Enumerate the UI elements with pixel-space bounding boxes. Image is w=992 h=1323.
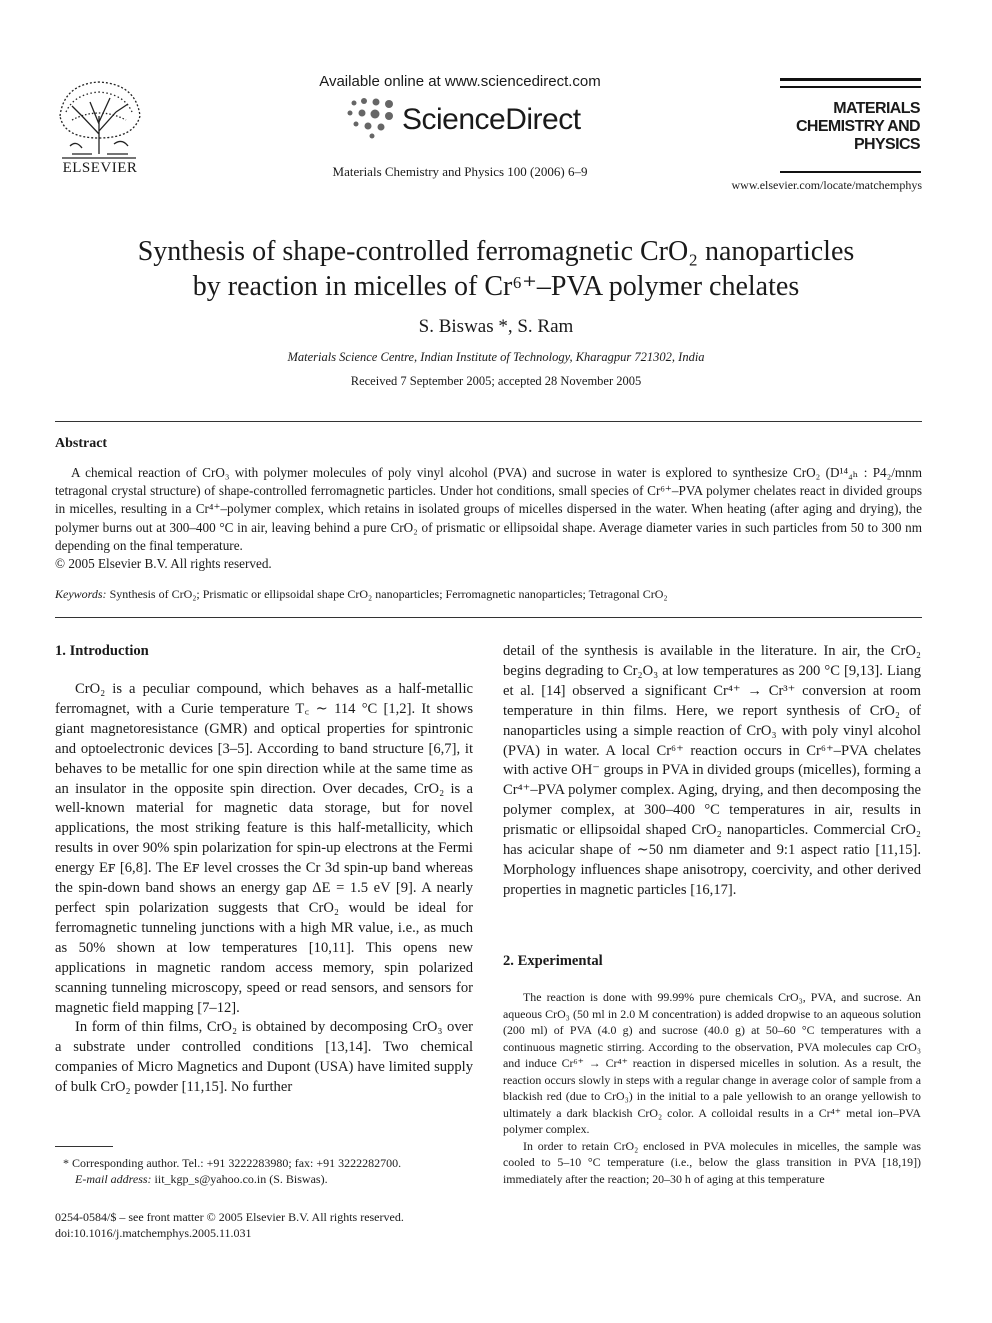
- sciencedirect-wordmark: ScienceDirect: [402, 103, 581, 136]
- footnote-rule: [55, 1146, 113, 1147]
- abstract-heading: Abstract: [55, 436, 108, 451]
- paragraph: In order to retain CrO₂ enclosed in PVA molecules in micelles, the sample was cooled to 5–10 °C temperature (i.e., below the glass transition in PVA [18,19]) immediately after the reaction; 20–30 h of aging at this temperature: [503, 1138, 921, 1186]
- issn-line: 0254-0584/$ – see front matter © 2005 Elsevier B.V. All rights reserved.: [55, 1210, 404, 1224]
- title-line: by reaction in micelles of Cr⁶⁺–PVA polymer chelates: [192, 271, 800, 302]
- experimental-column: [503, 989, 921, 1187]
- publisher-name: ELSEVIER: [62, 160, 138, 176]
- journal-url[interactable]: www.elsevier.com/locate/matchemphys: [731, 178, 922, 192]
- journal-logo-rule: [780, 78, 921, 81]
- paragraph: CrO₂ is a peculiar compound, which behaves as a half-metallic ferromagnet, with a Curie temperature T꜀ ∼ 114 °C [1,2]. It shows giant magnetoresistance (GMR) and optical properties for spintronic and optoelectronic devices [3–5]. According to band structure [6,7], it behaves to be metallic for one spin direction while at the same time as an insulator in the opposite spin direction. Over decades, CrO₂ is a well-known material for magnetic data storage, but for novel applications, the most striking feature is this half-metallicity, which results in over 90% spin polarization for spin-up electrons at the Fermi energy Eꜰ [6,8]. The Eꜰ level crosses the Cr 3d spin-up band whereas the spin-down band shows an energy gap ΔE = 1.5 eV [9]. A nearly perfect spin polarization suggests that CrO₂ would be ideal for ferromagnetic tunneling junctions with a high MR value, i.e., as much as 50% shown at low temperatures [10,11]. This opens new applications in magnetic random access memory, spin polarized scanning tunneling microscopy, speed or read sensors, and sensors for magnetic field mapping [7–12].: [55, 681, 473, 1016]
- journal-logo-rule: [780, 86, 921, 88]
- journal-title-line: PHYSICS: [853, 136, 920, 153]
- available-online-line[interactable]: Available online at www.sciencedirect.com: [319, 73, 601, 90]
- section-heading-introduction: 1. Introduction: [55, 643, 149, 659]
- email-line: [55, 1171, 473, 1187]
- divider: [55, 617, 922, 618]
- intro-right-column: [503, 642, 921, 901]
- journal-title-logo: [760, 100, 920, 154]
- divider: [55, 421, 922, 422]
- affiliation: Materials Science Centre, Indian Institute of Technology, Kharagpur 721302, India: [287, 350, 705, 364]
- journal-citation: Materials Chemistry and Physics 100 (2006) 6–9: [332, 164, 588, 179]
- keywords-label: Keywords:: [55, 587, 107, 601]
- journal-title-line: CHEMISTRY AND: [795, 118, 920, 135]
- keywords: [55, 587, 922, 602]
- email-address[interactable]: iit_kgp_s@yahoo.co.in (S. Biswas).: [154, 1172, 328, 1186]
- corresponding-author-note: * Corresponding author. Tel.: +91 3222283980; fax: +91 3222282700.: [63, 1156, 402, 1170]
- paragraph: detail of the synthesis is available in the literature. In air, the CrO₂ begins degrading to Cr₂O₃ at low temperatures as 200 °C [9,13]. Liang et al. [14] observed a significant Cr⁴⁺ → Cr³⁺ conversion at room temperature in thin films. Here, we report synthesis of CrO₂ of nanoparticles using a simple reaction of CrO₃ with poly vinyl alcohol (PVA) in water. A local Cr⁶⁺ reaction occurs in Cr⁶⁺–PVA chelates with active OH⁻ groups in PVA in divided groups (micelles), forming a Cr⁴⁺–PVA polymer complex. Aging, drying, and then decomposing the polymer complex, at 300–400 °C temperatures in air, results in prismatic or ellipsoidal shaped CrO₂ nanoparticles. Commercial CrO₂ has acicular shape of ∼50 nm diameter and 9:1 aspect ratio [11,15]. Morphology influences shape anisotropy, coercivity, and other derived properties in magnetic particles [16,17].: [503, 643, 921, 898]
- title-line: Synthesis of shape-controlled ferromagnetic CrO₂ nanoparticles: [137, 236, 855, 267]
- issn-block: [55, 1209, 473, 1241]
- section-heading-experimental: 2. Experimental: [503, 953, 603, 969]
- footnote: [55, 1155, 473, 1187]
- paragraph: In form of thin films, CrO₂ is obtained by decomposing CrO₃ over a substrate under controlled conditions [13,14]. Two chemical companies of Micro Magnetics and Dupont (USA) have limited supply of bulk CrO₂ powder [11,15]. No further: [55, 1019, 473, 1096]
- email-label: E-mail address:: [75, 1172, 152, 1186]
- abstract-body: A chemical reaction of CrO₃ with polymer molecules of poly vinyl alcohol (PVA) and sucrose in water is explored to synthesize CrO₂ (D¹⁴₄ₕ : P4₂/mnm tetragonal crystal structure) of shape-controlled ferromagnetic particles. Under hot conditions, small species of Cr⁶⁺–PVA polymer chelates react in divided groups in micelles, resulting in a Cr⁴⁺–polymer complex, which retains in isolated groups of micelles dispersed in the water. When heating (after aging and drying), the polymer burns out at 300–400 °C in air, leaving behind a pure CrO₂ of prismatic or ellipsoidal shape. Average diameter varies in such particles from 50 to 300 nm depending on the final temperature.: [55, 465, 922, 553]
- article-title: [60, 234, 932, 304]
- paragraph: The reaction is done with 99.99% pure chemicals CrO₃, PVA, and sucrose. An aqueous CrO₃ (50 ml in 2.0 M concentration) is added dropwise to an aqueous solution (200 ml) of PVA (4.0 g) and sucrose (40.0 g) at 50–60 °C temperatures with a continuous magnetic stirring. According to the observation, PVA molecules cap CrO₃ and induce Cr⁶⁺ → Cr⁴⁺ reaction in dispersed micelles in solution. As a result, the reaction occurs slowly in steps with a regular change in average color of sample from a blackish red (due to CrO₃) in the initial to a pale yellowish to an orange yellowish to ultimately a dark blackish CrO₂ color. A colloidal results in a Cr⁴⁺ metal ion–PVA polymer complex.: [503, 990, 921, 1136]
- journal-title-line: MATERIALS: [833, 100, 920, 117]
- author-list[interactable]: S. Biswas *, S. Ram: [418, 316, 574, 337]
- intro-left-column: [55, 680, 473, 1098]
- received-dates: Received 7 September 2005; accepted 28 November 2005: [350, 374, 642, 388]
- keywords-text: Synthesis of CrO₂; Prismatic or ellipsoidal shape CrO₂ nanoparticles; Ferromagnetic nanoparticles; Tetragonal CrO₂: [109, 587, 668, 601]
- journal-logo-rule: [780, 171, 921, 173]
- abstract-copyright: © 2005 Elsevier B.V. All rights reserved.: [55, 556, 272, 571]
- doi-line[interactable]: doi:10.1016/j.matchemphys.2005.11.031: [55, 1226, 252, 1240]
